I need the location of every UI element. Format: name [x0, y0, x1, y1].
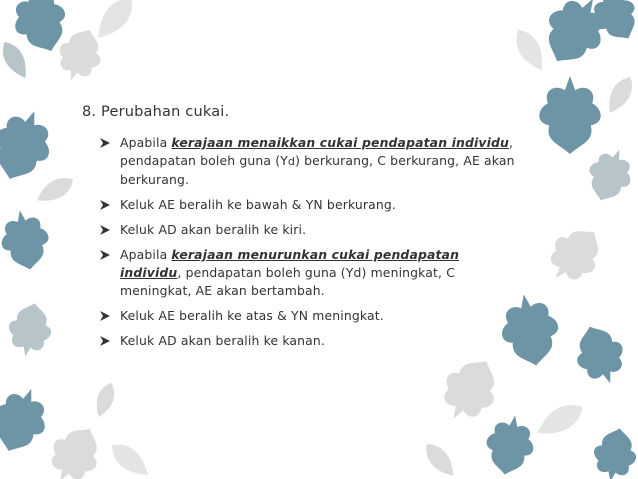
leaf-bottom-left-3 — [106, 437, 155, 479]
leaf-bottom-right-5 — [532, 397, 588, 443]
leaf-bottom-right-4 — [482, 411, 539, 478]
bullet-item — [100, 221, 522, 239]
bullet-text: , pendapatan boleh guna (Yd) meningkat, C meningkat, AE akan bertambah. — [120, 265, 456, 298]
leaf-bottom-right-7 — [420, 438, 461, 479]
leaf-top-left-4 — [0, 37, 33, 82]
leaf-top-right-3 — [510, 25, 551, 76]
leaf-right-3 — [581, 142, 638, 207]
leaf-bottom-right-3 — [431, 348, 509, 431]
leaf-right-1 — [539, 76, 600, 154]
leaf-left-4 — [4, 300, 55, 361]
bullet-text-prefix: Apabila — [120, 247, 172, 262]
arrow-bullet-icon — [100, 225, 110, 235]
bullet-text: Keluk AE beralih ke atas & YN meningkat. — [120, 308, 384, 323]
arrow-bullet-icon — [100, 336, 110, 346]
leaf-bottom-left-1 — [0, 380, 56, 460]
bullet-item — [100, 307, 522, 325]
leaf-left-2 — [0, 206, 53, 273]
bullet-text: , pendapatan boleh guna (Y — [120, 135, 514, 168]
bullet-item — [100, 196, 522, 214]
leaf-bottom-left-4 — [91, 380, 118, 420]
leaf-bottom-right-6 — [589, 425, 638, 479]
subscript-text: d — [287, 155, 296, 168]
leaf-right-4 — [538, 217, 613, 293]
bullet-item — [100, 246, 522, 300]
slide-content — [82, 104, 522, 357]
leaf-right-2 — [602, 72, 638, 117]
bullet-text: ) berkurang, C berkurang, AE akan berkurang. — [120, 153, 515, 187]
bullet-text: Keluk AE beralih ke bawah & YN berkurang. — [120, 197, 397, 212]
bullet-text-prefix: Apabila — [120, 135, 172, 150]
arrow-bullet-icon — [100, 200, 110, 210]
slide-title: 8. Perubahan cukai. — [82, 104, 230, 120]
bullet-emphasis: kerajaan menaikkan cukai pendapatan individu — [171, 135, 510, 150]
arrow-bullet-icon — [100, 311, 110, 321]
bullet-text: Keluk AD akan beralih ke kanan. — [120, 333, 326, 348]
bullet-text: Keluk AD akan beralih ke kiri. — [120, 222, 307, 237]
leaf-bottom-right-2 — [568, 319, 633, 392]
arrow-bullet-icon — [100, 250, 110, 260]
bullet-emphasis: kerajaan menurunkan cukai pendapatan individu — [120, 247, 460, 280]
leaf-left-1 — [0, 101, 61, 188]
bullet-item — [100, 134, 522, 189]
leaf-left-3 — [32, 172, 77, 208]
arrow-bullet-icon — [100, 138, 110, 148]
leaf-bottom-left-2 — [40, 417, 111, 479]
leaf-top-left-3 — [90, 0, 141, 45]
bullet-list — [82, 134, 522, 350]
bullet-item — [100, 332, 522, 350]
